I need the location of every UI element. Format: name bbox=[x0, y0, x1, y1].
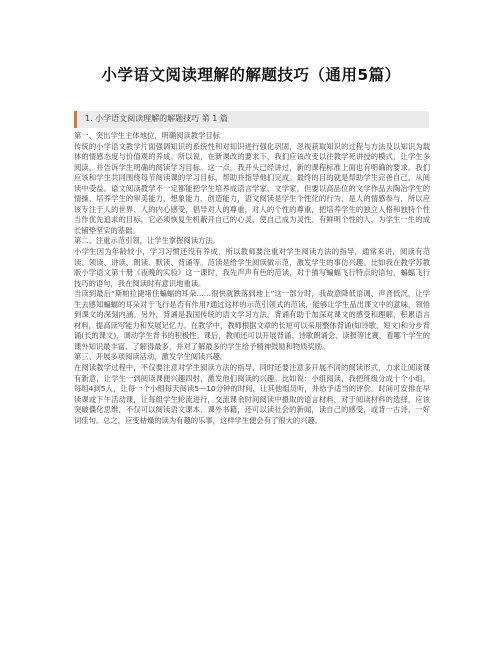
document-title: 小学语文阅读理解的解题技巧（通用5篇） bbox=[101, 66, 401, 84]
section-heading-bar bbox=[74, 111, 429, 128]
subheading: 第三、开展多项阅读活动，激发学生阅读兴趣。 bbox=[74, 352, 228, 362]
paragraph: 当读到最后“斯帕拉捷堵住蝙蝠的耳朵……很快就跌落到地上”这一部分时，我故意降低语调、声音低沉，让学生去感知蝙蝠的耳朵对于飞行是否有作用?通过这样的示范引领式的范读，能够让学生品出课文中的意味，领悟到课文的深刻内涵。另外，背诵是我国传统的语文学习方法，背诵有助于加深对课文的感受和理解，积累语言材料，提高读写能力和发展记忆力。在教学中，教师根据文章的长短可以采用整体背诵(如诗歌、短文)和分步背诵(长的课文)，调动学生背书的积极性。课后，教师还可以开展背诵、诗歌朗诵会、读报等比赛，看哪个学生的课外知识最丰富、了解得最多，并对了解最多的学生给予精神鼓励和物质奖励。 bbox=[74, 289, 430, 351]
subheading: 第二、注重示范引领，让学生掌握阅读方法。 bbox=[74, 236, 220, 246]
paragraph: 在阅读教学过程中，不仅要注意对学生阅读方法的指导，同时还要注意多开展不同的阅读形式，力求让阅读课有新意，让学生一到阅读课便兴趣四射，激发他们阅读的兴趣。比如说：小组阅读，我把班级分成十个小组，每组4到5人，让每一个小组每天阅读5—10分钟的时间，让其他组员听，并给予适当的评价。时间可安排在早读课或下午活动课，让每组学生轮流进行，交流课余时间阅读中摄取的语言材料，对于阅读材料的选择，应该突破僵化思维，不仅可以阅读语文课本、课外书籍，还可以读社会的新闻，读自己的感受，或背一古诗、一好词佳句。总之，应变枯燥的读为有趣的乐事，这样学生便会有了很大的兴趣。 bbox=[74, 363, 430, 425]
paragraph: 小学生因为年龄较小，学习习惯还没有养成，所以教师要注重对学生阅读方法的指导，通常来讲，阅读有范读、领读、讲读、朗读、默读、背诵等。范读是给学生阅读做示范，激发学生的事仿兴趣。比如我在教学苏教版小学语文第十册《夜晚的实验》这一课时，我先声声有色的范读，对于描写蝙蝠飞行特点的语句，蝙蝠飞行技巧的语句，我在阅读时有意识地重读。 bbox=[74, 247, 430, 288]
document-body bbox=[74, 131, 430, 426]
paragraph: 传统的小学语文教学片面强调知识的系统性和对知识进行强化巩固，忽视获取知识的过程与方法及以知识为载体的情感态度与价值观的养成。所以说，在新课改的要求下，我们应该改变以往教学死讲授的模式，让学生多阅读，并告诉学生明确的阅读学习目标。这一点，我开头已经讲过，新的课程标准上面也有明确的要求。我们应该和学生共同围绕每节阅读课的学习目标，帮助并指导他们完成。最终的目的就是帮助学生完善自己，从阅读中受益。语文阅读教学不一定都能把学生培养成语言学家、文学家，但要以高品位的文学作品去陶冶学生的情操、培养学生的审美能力、想象能力、创造能力，语文阅读是学生个性化的行为，是人的情感参与，所以应该专注于人的世界、人的内心感受，倡导对人的尊重，对人的个性的尊重，把培养学生的独立人格和独特个性当作优先追求的目标，它必须恢复生机蔽开自己的心灵，使自己成为灵性、有鲜明个性的人，为学生一生的成长铺垫坚实的基础。 bbox=[74, 141, 430, 235]
section-heading: 1. 小学语文阅读理解的解题技巧 第 1 篇 bbox=[85, 114, 228, 123]
subheading: 第一、突出学生主体地位，明确阅读教学目标 bbox=[74, 131, 220, 140]
